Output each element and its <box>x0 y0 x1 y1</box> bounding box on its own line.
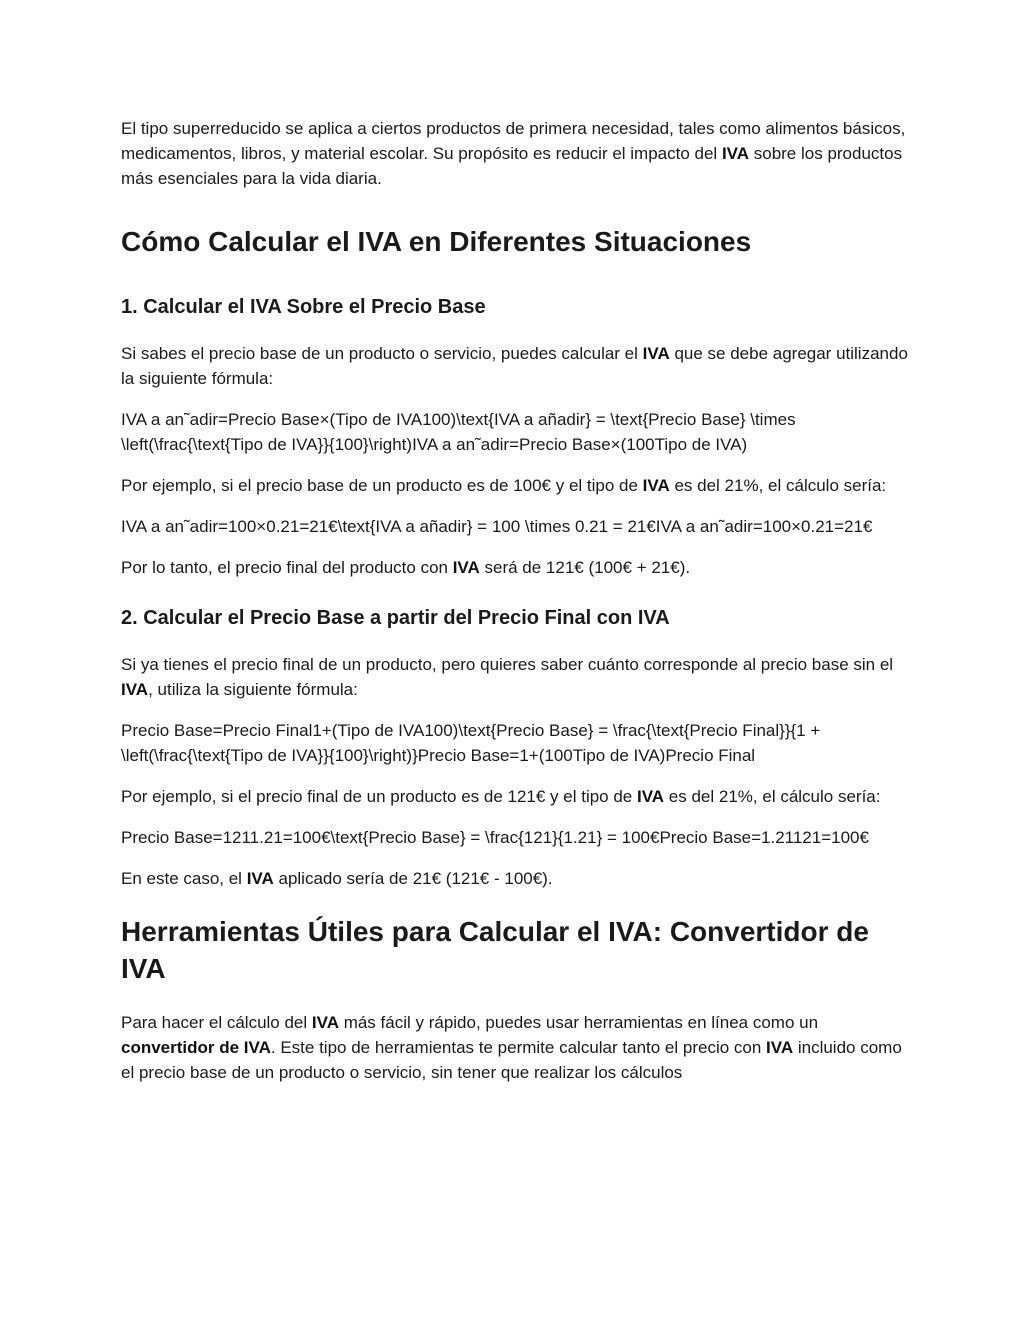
sub2-paragraph-2 <box>121 784 911 809</box>
s2-p1-text-c: . Este tipo de herramientas te permite calcular tanto el precio con <box>270 1038 767 1057</box>
sub2-p1-text-b: , utiliza la siguiente fórmula: <box>148 680 358 699</box>
sub1-p3-text-b: será de 121€ (100€ + 21€). <box>479 558 691 577</box>
sub2-paragraph-3 <box>121 866 911 891</box>
section-heading-herramientas: Herramientas Útiles para Calcular el IVA: Convertidor de IVA <box>121 916 869 984</box>
sub1-formula-1: IVA a an˜adir=Precio Base×(Tipo de IVA100)\text{IVA a añadir} = \text{Precio Base} \times \left(\frac{\text{Tipo de IVA}}{100}\right)IVA a an˜adir=Precio Base×(100Tipo de IVA) <box>121 410 796 454</box>
section-heading-como-calcular: Cómo Calcular el IVA en Diferentes Situaciones <box>121 226 752 257</box>
sub1-formula-2: IVA a an˜adir=100×0.21=21€\text{IVA a añadir} = 100 \times 0.21 = 21€IVA a an˜adir=100×0.21=21€ <box>121 517 873 536</box>
sub2-paragraph-1 <box>121 652 911 702</box>
sub2-formula-2: Precio Base=1211.21=100€\text{Precio Base} = \frac{121}{1.21} = 100€Precio Base=1.21121=100€ <box>121 828 869 847</box>
sub1-p1-text-a: Si sabes el precio base de un producto o servicio, puedes calcular el <box>121 344 643 363</box>
s2-p1-text-b: más fácil y rápido, puedes usar herramientas en línea como un <box>338 1013 819 1032</box>
sub1-p2-text-a: Por ejemplo, si el precio base de un producto es de 100€ y el tipo de <box>121 476 643 495</box>
s2-p1-text-d: incluido como el precio base de un producto o servicio, sin tener que realizar los cálculos <box>121 1038 902 1082</box>
sub2-p3-text-b: aplicado sería de 21€ (121€ - 100€). <box>273 869 553 888</box>
s2-p1-bold-iva-2: IVA <box>766 1038 794 1057</box>
intro-iva-bold: IVA <box>721 144 750 163</box>
s2-p1-text-a: Para hacer el cálculo del <box>121 1013 312 1032</box>
section2-paragraph-1 <box>121 1010 911 1085</box>
intro-paragraph <box>121 116 911 191</box>
subheading-precio-base: 1. Calcular el IVA Sobre el Precio Base <box>121 296 486 318</box>
sub1-paragraph-1 <box>121 341 911 391</box>
sub2-formula-1: Precio Base=Precio Final1+(Tipo de IVA100)\text{Precio Base} = \frac{\text{Precio Final}}{1 + \left(\frac{\text{Tipo de IVA}}{100}\right)}Precio Base=1+(100Tipo de IVA)Precio Final <box>121 721 821 765</box>
sub2-p3-text-a: En este caso, el <box>121 869 247 888</box>
sub2-p1-bold: IVA <box>121 680 149 699</box>
sub1-paragraph-3 <box>121 555 911 580</box>
s2-p1-bold-iva: IVA <box>311 1013 339 1032</box>
sub2-p2-text-b: es del 21%, el cálculo sería: <box>664 787 881 806</box>
intro-text-b: sobre los productos más esenciales para la vida diaria. <box>121 144 903 188</box>
sub1-p2-text-b: es del 21%, el cálculo sería: <box>669 476 887 495</box>
sub2-p2-text-a: Por ejemplo, si el precio final de un producto es de 121€ y el tipo de <box>121 787 637 806</box>
sub1-p2-bold: IVA <box>642 476 670 495</box>
sub1-paragraph-2 <box>121 473 911 498</box>
document-content <box>121 116 911 1101</box>
sub1-p3-bold: IVA <box>452 558 480 577</box>
subheading-precio-final: 2. Calcular el Precio Base a partir del Precio Final con IVA <box>121 607 670 629</box>
sub2-p2-bold: IVA <box>637 787 665 806</box>
s2-p1-bold-convertidor: convertidor de IVA <box>121 1038 271 1057</box>
sub1-p1-text-b: que se debe agregar utilizando la siguiente fórmula: <box>121 344 908 388</box>
sub1-p3-text-a: Por lo tanto, el precio final del producto con <box>121 558 453 577</box>
sub2-p3-bold: IVA <box>246 869 274 888</box>
sub2-p1-text-a: Si ya tienes el precio final de un producto, pero quieres saber cuánto corresponde al precio base sin el <box>121 655 894 674</box>
sub1-p1-bold: IVA <box>642 344 670 363</box>
intro-text-a: El tipo superreducido se aplica a ciertos productos de primera necesidad, tales como alimentos básicos, medicamentos, libros, y material escolar. Su propósito es reducir el impacto del <box>121 119 906 163</box>
